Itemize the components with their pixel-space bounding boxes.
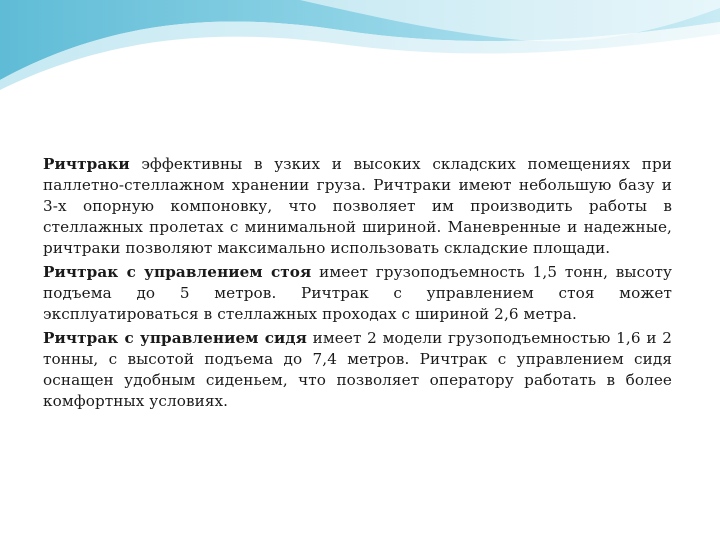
paragraph-text: имеет грузоподъемность 1,5 тонн, высоту подъема до 5 метров. Ричтрак с управлением стоя может эксплуатироваться в стеллажных проходах с шириной 2,6 метра.: [43, 263, 672, 323]
paragraph-seated: [43, 328, 672, 412]
paragraph-reach-trucks: [43, 154, 672, 259]
lead-term: Ричтрак с управлением стоя: [43, 263, 312, 281]
body-text: [43, 154, 672, 415]
lead-term: Ричтраки: [43, 155, 130, 173]
header-wave-decoration: [0, 0, 720, 90]
paragraph-text: эффективны в узких и высоких складских помещениях при паллетно-стеллажном хранении груза. Ричтраки имеют небольшую базу и 3-х опорную компоновку, что позволяет им производить работы в стеллажных пролетах с минимальной шириной. Маневренные и надежные, ричтраки позволяют максимально использовать складские площади.: [43, 155, 672, 257]
lead-term: Ричтрак с управлением сидя: [43, 329, 307, 347]
paragraph-text: имеет 2 модели грузоподъемностью 1,6 и 2 тонны, с высотой подъема до 7,4 метров. Ричтрак с управлением сидя оснащен удобным сиденьем, что позволяет оператору работать в более комфортных условиях.: [43, 329, 672, 410]
paragraph-standing: [43, 262, 672, 325]
